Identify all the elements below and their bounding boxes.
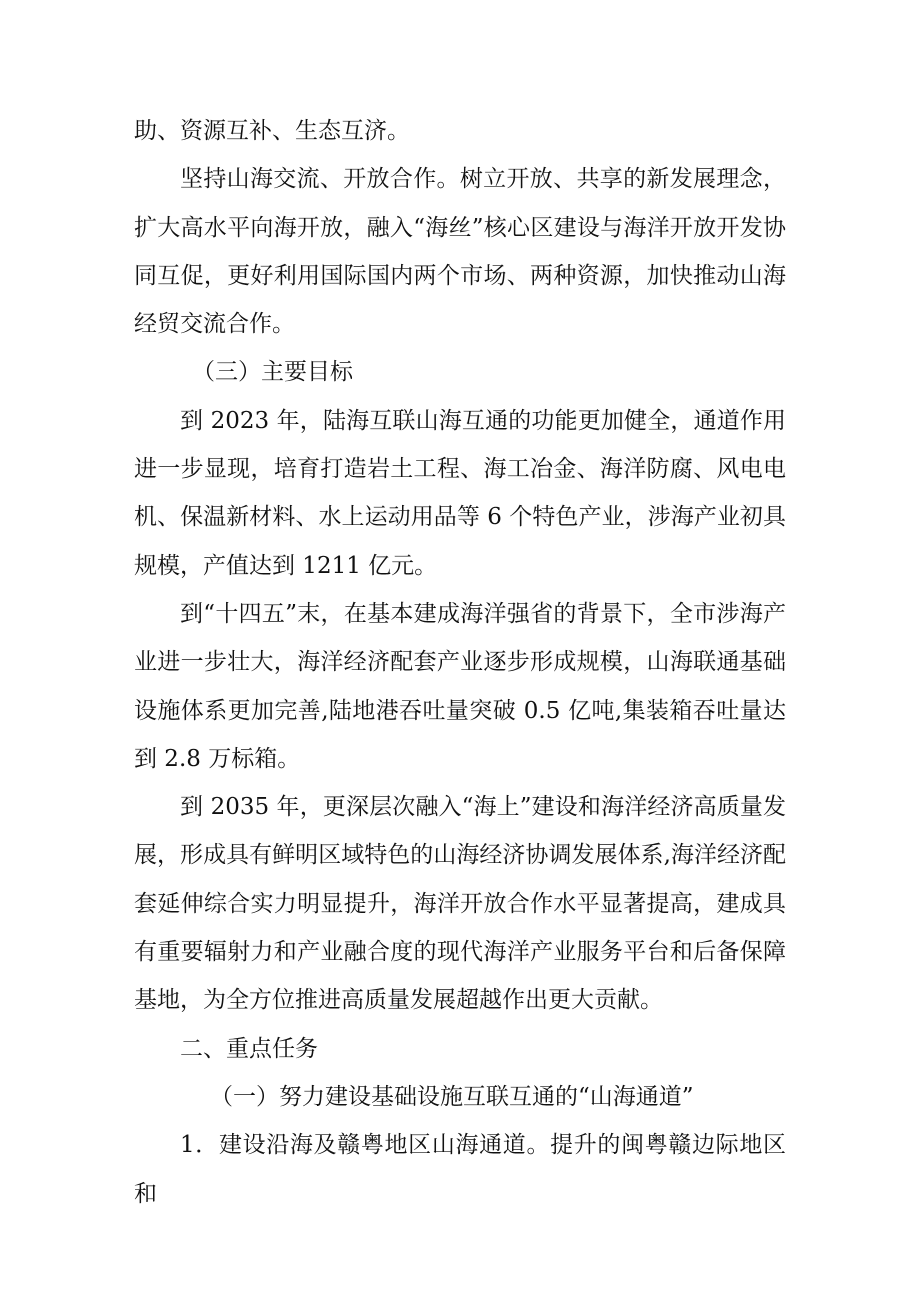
paragraph-goal-2035: 到 2035 年，更深层次融入“海上”建设和海洋经济高质量发展，形成具有鲜明区域特色的山海经济协调发展体系,海洋经济配套延伸综合实力明显提升，海洋开放合作水平显著提高，建成具有重要辐射力和产业融合度的现代海洋产业服务平台和后备保障基地，为全方位推进高质量发展超越作出更大贡献。 (134, 794, 786, 1014)
paragraph-continued: 助、资源互补、生态互济。 (134, 118, 410, 144)
paragraph-openness: 坚持山海交流、开放合作。树立开放、共享的新发展理念，扩大高水平向海开放，融入“海丝”核心区建设与海洋开放开发协同互促，更好利用国际国内两个市场、两种资源，加快推动山海经贸交流合作。 (134, 166, 786, 338)
paragraph-goal-14th-five-year: 到“十四五”末，在基本建成海洋强省的背景下，全市涉海产业进一步壮大，海洋经济配套产业逐步形成规模，山海联通基础设施体系更加完善,陆地港吞吐量突破 0.5 亿吨,集装箱吞吐量达到 2.8 万标箱。 (134, 600, 786, 772)
heading-key-tasks: 二、重点任务 (180, 1035, 318, 1062)
heading-main-goals: （三）主要目标 (192, 359, 353, 386)
document-body (134, 107, 786, 1218)
paragraph-goal-2023: 到 2023 年，陆海互联山海互通的功能更加健全，通道作用进一步显现，培育打造岩土工程、海工冶金、海洋防腐、风电电机、保温新材料、水上运动用品等 6 个特色产业，涉海产业初具规模，产值达到 1211 亿元。 (134, 407, 786, 579)
paragraph-task-1-1: 1．建设沿海及赣粤地区山海通道。提升的闽粤赣边际地区和 (134, 1132, 786, 1207)
heading-task-infrastructure: （一）努力建设基础设施互联互通的“山海通道” (210, 1083, 694, 1110)
